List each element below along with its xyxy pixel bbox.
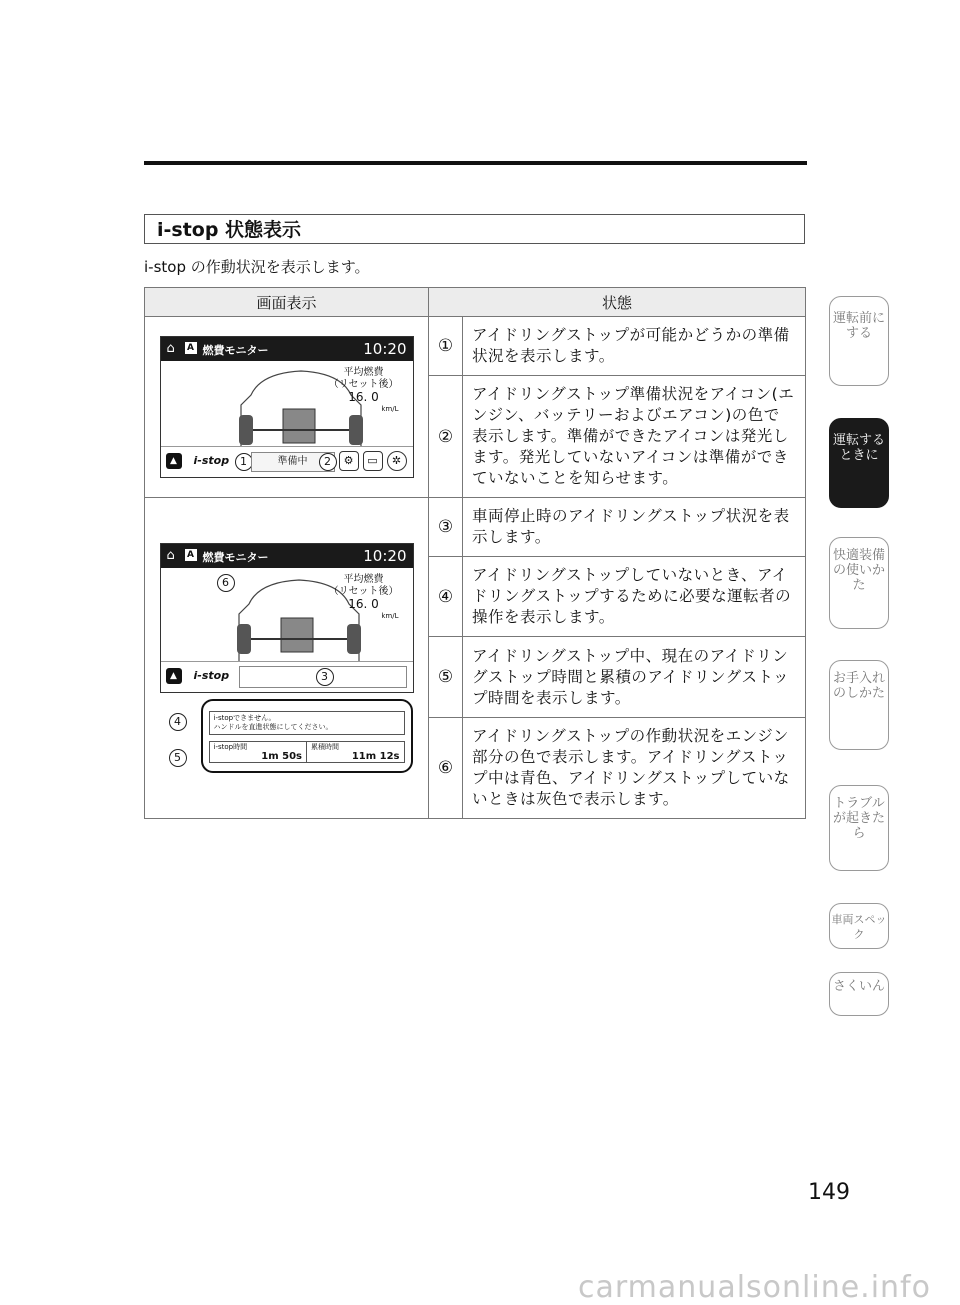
- callout-6: 6: [217, 574, 235, 592]
- header-screen: 画面表示: [145, 288, 429, 317]
- screen2-clock: 10:20: [363, 547, 407, 565]
- row-text: アイドリングストップ準備状況をアイコン(エンジン、バッテリーおよびエアコン)の色で表示します。準備ができたアイコンは発光します。発光していないアイコンは準備ができていないことを知らせます。: [463, 376, 806, 498]
- fuel-label: 平均燃費: [343, 367, 384, 378]
- up-icon: ▲: [166, 668, 182, 684]
- istop-logo: i-stop: [193, 669, 230, 682]
- fuel-value: 16. 0: [348, 390, 379, 404]
- message-line-2: ハンドルを直進状態にしてください。: [213, 723, 333, 731]
- home-icon: ⌂: [166, 341, 175, 356]
- callout-5: 5: [169, 749, 187, 767]
- tab-while-driving[interactable]: 運転するときに: [829, 418, 889, 508]
- battery-icon: ▭: [363, 451, 383, 471]
- total-time: [306, 742, 404, 762]
- message-line-1: i-stopできません。: [213, 714, 276, 722]
- screen1: [160, 336, 414, 478]
- status-area: [239, 666, 407, 688]
- screen1-header: [161, 337, 413, 361]
- popup-wrap: [161, 699, 413, 773]
- fuel-unit: km/L: [381, 405, 399, 413]
- header-state: 状態: [429, 288, 806, 317]
- row-num: ③: [429, 498, 463, 557]
- row-text: アイドリングストップが可能かどうかの準備状況を表示します。: [463, 317, 806, 376]
- callout-4: 4: [169, 713, 187, 731]
- istop-time: [210, 742, 307, 762]
- up-icon: ▲: [166, 453, 182, 469]
- istop-popup: [201, 699, 413, 773]
- aircon-icon: ✲: [387, 451, 407, 471]
- tab-index[interactable]: さくいん: [829, 972, 889, 1016]
- avg-fuel: [329, 367, 399, 415]
- home-icon: ⌂: [166, 548, 175, 563]
- screen2: [160, 543, 414, 693]
- tab-specs[interactable]: 車両スペック: [829, 903, 889, 949]
- status-box: 準備中: [251, 452, 335, 472]
- row-num: ④: [429, 557, 463, 637]
- screen2-footer: [161, 661, 413, 692]
- auto-icon: A: [185, 549, 197, 561]
- istop-message: [209, 711, 405, 735]
- avg-fuel: [329, 574, 399, 622]
- screen2-header: [161, 544, 413, 568]
- auto-icon: A: [185, 342, 197, 354]
- row-num: ⑥: [429, 717, 463, 818]
- fuel-unit: km/L: [381, 612, 399, 620]
- fuel-value: 16. 0: [348, 597, 379, 611]
- istop-logo: i-stop: [193, 454, 230, 467]
- watermark: carmanualsonline.info: [578, 1270, 931, 1305]
- row-text: アイドリングストップしていないとき、アイドリングストップするために必要な運転者の操作を表示します。: [463, 557, 806, 637]
- tab-trouble[interactable]: トラブルが起きたら: [829, 785, 889, 871]
- time-value: 1m 50s: [261, 751, 302, 762]
- row-text: アイドリングストップの作動状況をエンジン部分の色で表示します。アイドリングストップ中は青色、アイドリングストップしていないときは灰色で表示します。: [463, 717, 806, 818]
- screen1-title: 燃費モニター: [202, 344, 269, 357]
- istop-times: [209, 741, 405, 763]
- screen1-cell: [145, 317, 429, 498]
- fuel-label: 平均燃費: [343, 574, 384, 585]
- row-text: 車両停止時のアイドリングストップ状況を表示します。: [463, 498, 806, 557]
- time-label: i-stop時間: [213, 743, 248, 751]
- callout-1: 1: [235, 453, 253, 471]
- callout-2: 2: [319, 453, 337, 471]
- screen1-footer: [161, 446, 413, 477]
- tab-comfort[interactable]: 快適装備の使いかた: [829, 537, 889, 629]
- section-title: i-stop 状態表示: [144, 214, 805, 244]
- time-label: 累積時間: [311, 743, 339, 751]
- screen2-title: 燃費モニター: [202, 551, 269, 564]
- callout-3: 3: [316, 668, 334, 686]
- intro-text: i-stop の作動状況を表示します。: [144, 258, 370, 276]
- tab-before-driving[interactable]: 運転前にする: [829, 296, 889, 386]
- page-number: 149: [808, 1180, 850, 1205]
- tab-maintenance[interactable]: お手入れのしかた: [829, 660, 889, 750]
- fuel-sub-label: （リセット後）: [328, 586, 399, 597]
- row-num: ⑤: [429, 637, 463, 717]
- time-value: 11m 12s: [351, 751, 400, 762]
- fuel-sub-label: （リセット後）: [328, 379, 399, 390]
- status-table: [144, 287, 806, 819]
- row-num: ②: [429, 376, 463, 498]
- row-text: アイドリングストップ中、現在のアイドリングストップ時間と累積のアイドリングストップ時間を表示します。: [463, 637, 806, 717]
- screen2-cell: [145, 498, 429, 819]
- engine-icon: ⚙: [339, 451, 359, 471]
- top-rule: [144, 161, 807, 165]
- screen1-clock: 10:20: [363, 340, 407, 358]
- row-num: ①: [429, 317, 463, 376]
